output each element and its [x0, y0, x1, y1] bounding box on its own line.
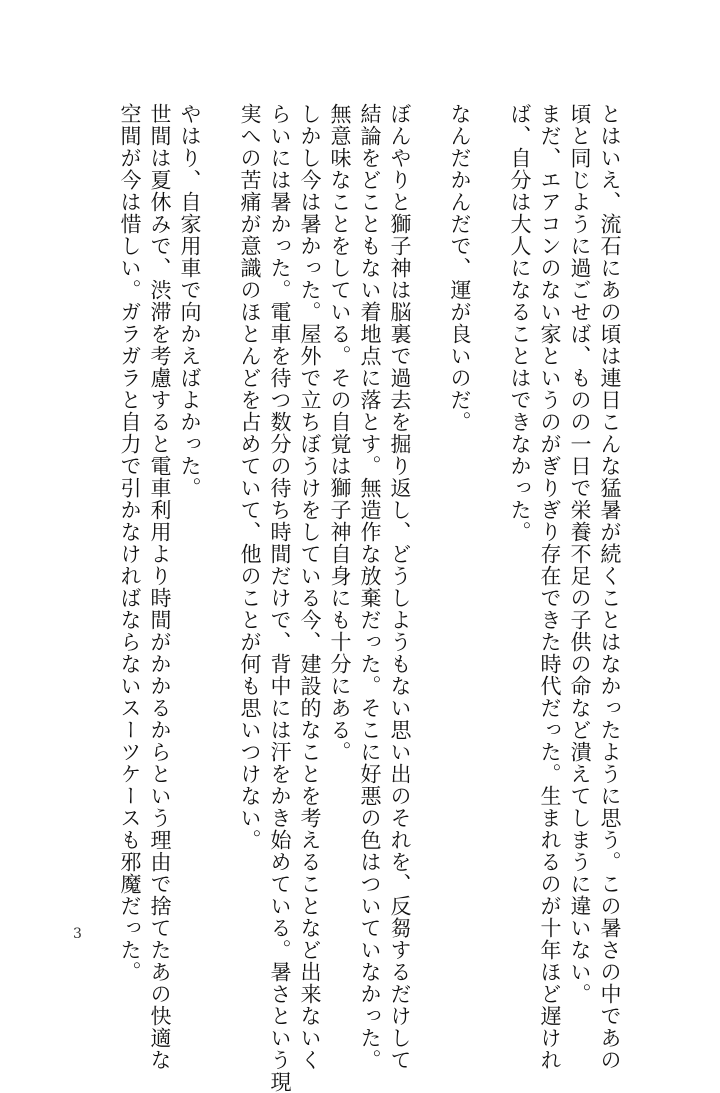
- text-line: 頃と同じように過ごせば、ものの一日で栄養不足の子供の命など潰えてしまうに違いない。: [568, 103, 592, 1005]
- blank-line: [205, 103, 235, 963]
- text-line: まだ、エアコンのない家というのがぎりぎり存在できた時代だった。生まれるのが十年ほど遅けれ: [538, 103, 562, 1071]
- page-number: 3: [73, 926, 82, 942]
- text-line: なんだかんだで、運が良いのだ。: [448, 103, 472, 433]
- text-line: ぼんやりと獅子神は脳裏で過去を掘り返し、どうしようもない思い出のそれを、反芻するだけして: [388, 103, 412, 1071]
- text-line: とはいえ、流石にあの頃は連日こんな猛暑が続くことはなかったように思う。この暑さの中であの: [598, 103, 622, 1071]
- text-line: ば、自分は大人になることはできなかった。: [508, 103, 532, 543]
- text-line: やはり、自家用車で向かえばよかった。: [178, 103, 202, 499]
- text-line: 空間が今は惜しい。ガラガラと自力で引かなければならないスーツケースも邪魔だった。: [118, 103, 142, 983]
- text-line: 無意味なことをしている。その自覚は獅子神自身にも十分にある。: [328, 103, 352, 763]
- text-line: 世間は夏休みで、渋滞を考慮すると電車利用より時間がかかるからという理由で捨てたあの快適な: [148, 103, 172, 1071]
- body-text: [115, 103, 625, 1093]
- blank-line: [475, 103, 505, 963]
- text-line: 実への苦痛が意識のほとんどを占めていて、他のことが何も思いつけない。: [238, 103, 262, 851]
- blank-line: [415, 103, 445, 963]
- text-line: らいには暑かった。電車を待つ数分の待ち時間だけで、背中には汗をかき始めている。暑さという現: [268, 103, 292, 1093]
- text-line: しかし今は暑かった。屋外で立ちぼうけをしている今、建設的なことを考えることなど出来ないく: [298, 103, 322, 1071]
- text-line: 結論をどこともない着地点に落とす。無造作な放棄だった。そこに好悪の色はついていなかった。: [358, 103, 382, 1071]
